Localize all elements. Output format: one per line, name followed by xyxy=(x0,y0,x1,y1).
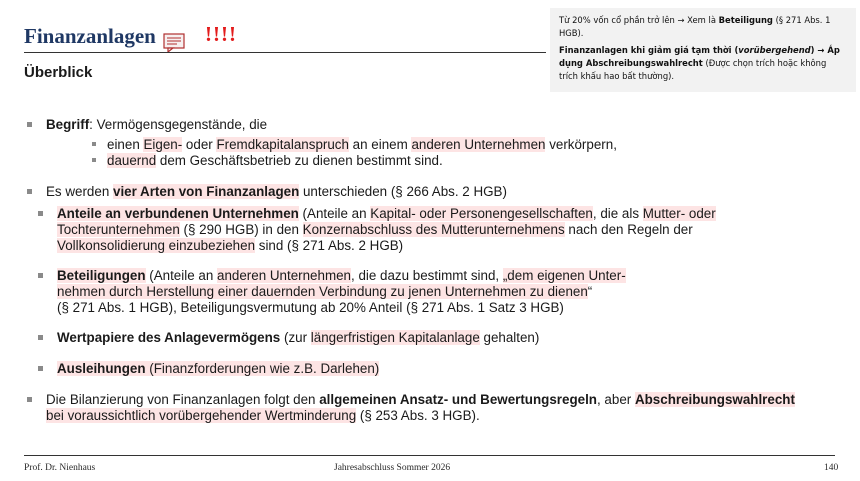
tooltip-line-2: Finanzanlagen khi giảm giá tạm thời (vorübergehend) → Áp dụng Abschreibungswahlrecht (Được chọn trích hoặc không trích khấu hao bất thường). xyxy=(559,45,840,81)
sub-bullet-marker xyxy=(38,273,43,278)
type-beteiligungen-line-2: nehmen durch Herstellung einer dauernden Verbindung zu jenen Unternehmen zu dienen“ xyxy=(57,284,593,299)
tooltip-line-1: Từ 20% vốn cổ phần trở lên → Xem là Beteiligung (§ 271 Abs. 1 HGB). xyxy=(559,15,831,38)
comment-icon[interactable] xyxy=(163,33,185,53)
page-title: Finanzanlagen xyxy=(24,24,156,48)
sub-bullet-marker xyxy=(38,335,43,340)
bullet-marker xyxy=(27,189,32,194)
type-verbundene-unternehmen: Anteile an verbundenen Unternehmen (Anteile an Kapital- oder Personengesellschaften, die als Mutter- oder xyxy=(57,206,716,221)
definition-sub-item: dauernd dem Geschäftsbetrieb zu dienen bestimmt sind. xyxy=(107,153,443,168)
footer-course: Jahresabschluss Sommer 2026 xyxy=(334,463,451,473)
page-number: 140 xyxy=(824,463,839,473)
sub-bullet-marker xyxy=(92,158,96,162)
bullet-marker xyxy=(27,122,32,127)
sub-bullet-marker xyxy=(92,142,96,146)
footer-divider xyxy=(24,455,835,456)
types-item: Es werden vier Arten von Finanzanlagen unterschieden (§ 266 Abs. 2 HGB) xyxy=(46,184,507,199)
annotation-tooltip xyxy=(550,8,856,92)
definition-item: Begriff: Vermögensgegenstände, die xyxy=(46,117,268,132)
type-ausleihungen: Ausleihungen (Finanzforderungen wie z.B. Darlehen) xyxy=(57,361,380,376)
alarm-marks: !!!! xyxy=(205,22,237,46)
type-verbundene-unternehmen-line-2: Tochterunternehmen (§ 290 HGB) in den Konzernabschluss des Mutterunternehmens nach den Regeln der xyxy=(57,222,693,237)
type-wertpapiere: Wertpapiere des Anlagevermögens (zur längerfristigen Kapitalanlage gehalten) xyxy=(57,330,540,345)
valuation-item-line-2: bei voraussichtlich vorübergehender Wertminderung (§ 253 Abs. 3 HGB). xyxy=(46,408,480,423)
title-divider xyxy=(24,52,546,53)
page-subtitle: Überblick xyxy=(24,64,93,81)
valuation-item: Die Bilanzierung von Finanzanlagen folgt den allgemeinen Ansatz- und Bewertungsregeln, aber Abschreibungswahlrecht xyxy=(46,392,795,407)
footer-author: Prof. Dr. Nienhaus xyxy=(24,463,96,473)
definition-sub-item: einen Eigen- oder Fremdkapitalanspruch an einem anderen Unternehmen verkörpern, xyxy=(107,137,617,152)
bullet-marker xyxy=(27,397,32,402)
type-beteiligungen: Beteiligungen (Anteile an anderen Unternehmen, die dazu bestimmt sind, „dem eigenen Unter- xyxy=(57,268,626,283)
sub-bullet-marker xyxy=(38,366,43,371)
sub-bullet-marker xyxy=(38,211,43,216)
type-verbundene-unternehmen-line-3: Vollkonsolidierung einzubeziehen sind (§ 271 Abs. 2 HGB) xyxy=(57,238,404,253)
type-beteiligungen-line-3: (§ 271 Abs. 1 HGB), Beteiligungsvermutung ab 20% Anteil (§ 271 Abs. 1 Satz 3 HGB) xyxy=(57,300,564,315)
